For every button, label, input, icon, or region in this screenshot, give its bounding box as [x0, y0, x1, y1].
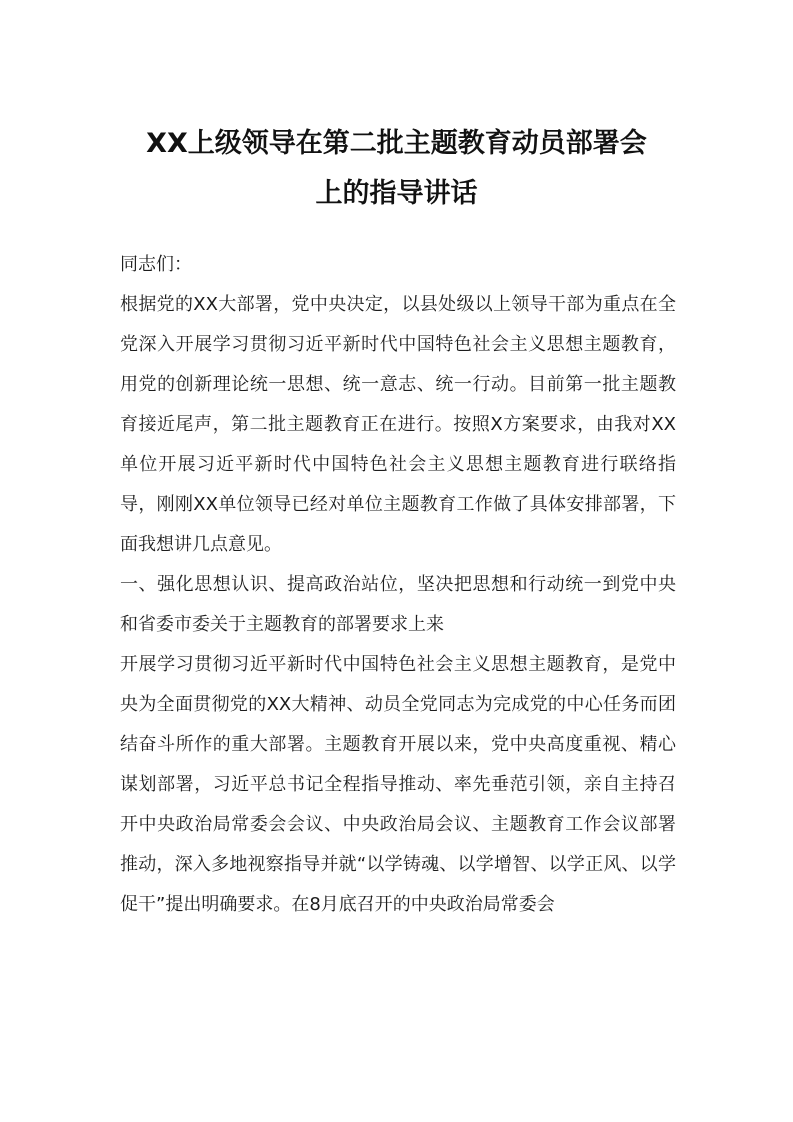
body-paragraph: 开展学习贯彻习近平新时代中国特色社会主义思想主题教育，是党中央为全面贯彻党的XX大精神、动员全党同志为完成党的中心任务而团结奋斗所作的重大部署。主题教育开展以来，党中央高度重视、精心谋划部署，习近平总书记全程指导推动、率先垂范引领，亲自主持召开中央政治局常委会会议、中央政治局会议、主题教育工作会议部署推动，深入多地视察指导并就“以学铸魂、以学增智、以学正风、以学促干”提出明确要求。在8月底召开的中央政治局常委会 [120, 654, 676, 915]
body-paragraph: 根据党的XX大部署，党中央决定，以县处级以上领导干部为重点在全党深入开展学习贯彻习近平新时代中国特色社会主义思想主题教育，用党的创新理论统一思想、统一意志、统一行动。目前第一批主题教育接近尾声，第二批主题教育正在进行。按照X方案要求，由我对XX单位开展习近平新时代中国特色社会主义思想主题教育进行联络指导，刚刚XX单位领导已经对单位主题教育工作做了具体安排部署，下面我想讲几点意见。 [120, 294, 676, 555]
document-title-line-1: XX上级领导在第二批主题教育动员部署会 [146, 128, 647, 159]
salutation: 同志们： [120, 254, 192, 275]
document-title-line-2: 上的指导讲话 [315, 178, 478, 209]
document-body [120, 245, 676, 925]
section-heading: 一、强化思想认识、提高政治站位，坚决把思想和行动统一到党中央和省委市委关于主题教育的部署要求上来 [120, 574, 676, 635]
